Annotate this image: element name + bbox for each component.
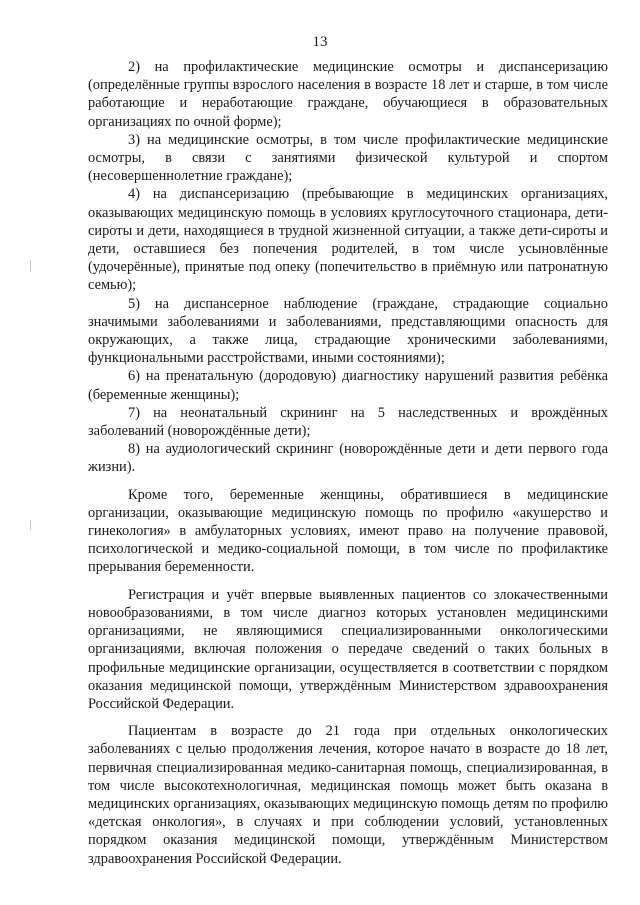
- paragraph-item-4: 4) на диспансеризацию (пребывающие в медицинских организациях, оказывающих медицинскую помощь в условиях круглосуточного стационара, дети-сироты и дети, находящиеся в трудной жизненной ситуации, а также дети-сироты и дети, оставшиеся без попечения родителей, в том числе усыновлённые (удочерённые), принятые под опеку (попечительство в приёмную или патронатную семью);: [88, 186, 608, 294]
- margin-mark: [30, 260, 31, 272]
- paragraph-item-7: 7) на неонатальный скрининг на 5 наследственных и врождённых заболеваний (новорождённые дети);: [88, 404, 608, 440]
- margin-mark: [30, 520, 31, 530]
- paragraph-item-3: 3) на медицинские осмотры, в том числе профилактические медицинские осмотры, в связи с занятиями физической культурой и спортом (несовершеннолетние граждане);: [88, 131, 608, 185]
- paragraph-oncology-under-21: Пациентам в возрасте до 21 года при отдельных онкологических заболеваниях с целью продолжения лечения, которое начато в возрасте до 18 лет, первичная специализированная медико-санитарная помощь, специализированная, в том числе высокотехнологичная, медицинская помощь может быть оказана в медицинских организациях, оказывающих медицинскую помощь детям по профилю «детская онкология», в случаях и при соблюдении условий, установленных порядком оказания медицинской помощи, утверждённым Министерством здравоохранения Российской Федерации.: [88, 723, 608, 867]
- paragraph-item-8: 8) на аудиологический скрининг (новорождённые дети и дети первого года жизни).: [88, 441, 608, 476]
- paragraph-pregnant-women: Кроме того, беременные женщины, обратившиеся в медицинские организации, оказывающие медицинскую помощь по профилю «акушерство и гинекология» в амбулаторных условиях, имеют право на получение правовой, психологической и медико-социальной помощи, в том числе по профилактике прерывания беременности.: [88, 486, 608, 576]
- paragraph-cancer-registration: Регистрация и учёт впервые выявленных пациентов со злокачественными новообразованиями, в том числе диагноз которых установлен медицинскими организациями, не являющимися специализированными онкологическими организациями, включая положения о передаче сведений о таких больных в профильные медицинские организации, осуществляется в соответствии с порядком оказания медицинской помощи, утверждённым Министерством здравоохранения Российской Федерации.: [88, 586, 608, 712]
- paragraph-item-2: 2) на профилактические медицинские осмотры и диспансеризацию (определённые группы взрослого населения в возрасте 18 лет и старше, в том числе работающие и неработающие граждане, обучающиеся в образовательных организациях по очной форме);: [88, 59, 608, 130]
- document-body: [88, 58, 608, 868]
- page-number: 13: [312, 34, 328, 50]
- paragraph-item-6: 6) на пренатальную (дородовую) диагностику нарушений развития ребёнка (беременные женщины);: [88, 368, 608, 403]
- paragraph-item-5: 5) на диспансерное наблюдение (граждане, страдающие социально значимыми заболеваниями и заболеваниями, представляющими опасность для окружающих, а также лица, страдающие хроническими заболеваниями, функциональными расстройствами, иными состояниями);: [88, 295, 608, 367]
